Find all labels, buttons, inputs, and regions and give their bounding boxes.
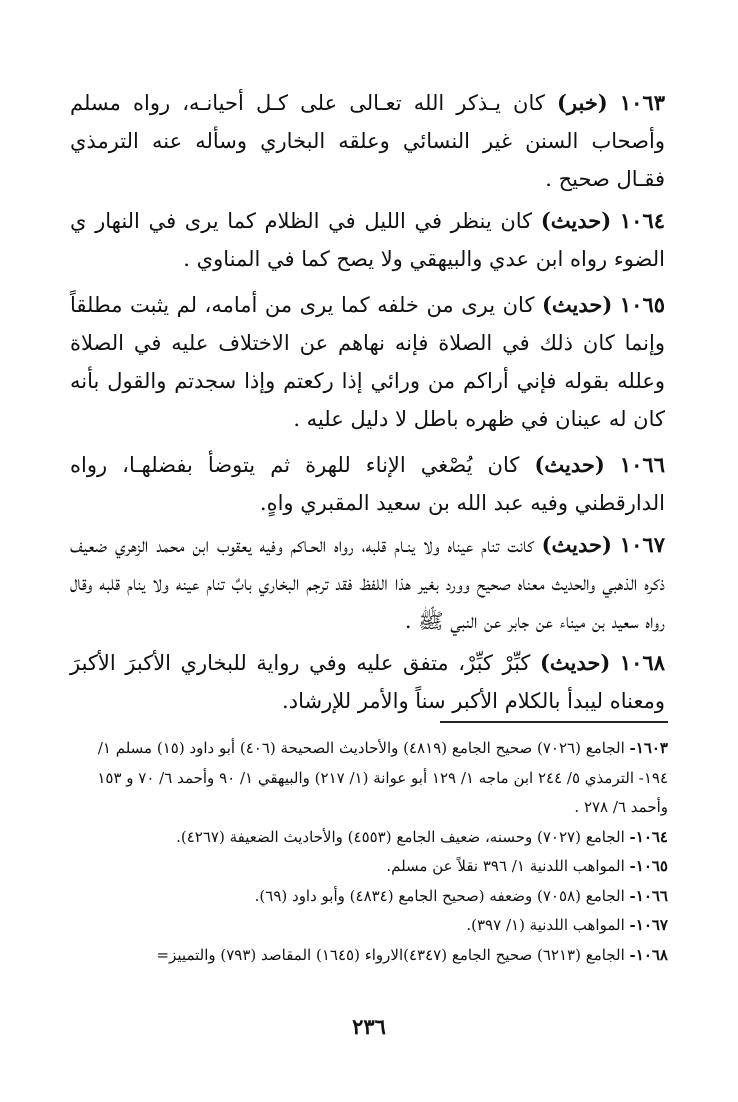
- entry-type: (حديث): [540, 208, 612, 233]
- footnotes: [70, 734, 668, 970]
- entry-number: ١٠٦٣: [619, 90, 665, 115]
- footnote-number: ١٠٦٥-: [629, 857, 668, 875]
- entry-1067: [70, 526, 665, 640]
- footnote-text: المواهب اللدنية (١/ ٣٩٧).: [466, 916, 625, 934]
- entry-1063: [70, 84, 665, 198]
- footnote-divider: [440, 721, 668, 723]
- entry-type: (حديث): [539, 650, 611, 675]
- entry-text: كان يـذكر الله تعـالى على كـل أحيانـه، رواه مسلم وأصحاب السنن غير النسائي وعلقه البخاري وسأله عنه الترمذي فقـال صحيح .: [70, 91, 665, 191]
- page-number: ٢٣٦: [352, 1014, 386, 1039]
- footnote-text: الجامع (٧٠٥٨) وضعفه (صحيح الجامع (٤٨٣٤) وأبو داود (٦٩).: [254, 886, 625, 905]
- entry-type: (حديث): [541, 532, 612, 557]
- entry-text: كبِّرْ كبِّرْ، متفق عليه وفي رواية للبخاري الأكبرَ الأكبرَ ومعناه ليبدأ بالكلام الأكبر سناً والأمر للإرشاد.: [70, 651, 665, 713]
- entry-type: (حديث): [534, 452, 605, 477]
- footnote-text: الجامع (٧٠٢٧) وحسنه، ضعيف الجامع (٤٥٥٣) والأحاديث الضعيفة (٤٢٦٧).: [176, 827, 625, 846]
- entry-1065: [70, 286, 665, 438]
- footnote-number: ١٠٦٤-: [629, 827, 668, 846]
- footnote-number: ١٦٠٣-: [629, 739, 668, 757]
- entry-text: كان ينظر في الليل في الظلام كما يرى في النهار ي الضوء رواه ابن عدي والبيهقي ولا يصح كما في المناوي .: [70, 209, 665, 271]
- main-text: [70, 84, 665, 724]
- footnote-number: ١٠٦٨-: [629, 945, 668, 964]
- entry-number: ١٠٦٥: [619, 292, 666, 317]
- entry-number: ١٠٦٧: [619, 532, 665, 557]
- footnote-1603: [70, 734, 668, 823]
- footnote-1066: [70, 882, 668, 912]
- entry-text: كان يرى من خلفه كما يرى من أمامه، لم يثبت مطلقاً وإنما كان ذلك في الصلاة فإنه نهاهم عن الاختلاف عليه في الصلاة وعلله بقوله فإني أراكم من ورائي إذا ركعتم وإذا سجدتم والقول بأنه كان له عينان في ظهره باطل لا دليل عليه .: [70, 293, 665, 431]
- entry-number: ١٠٦٤: [619, 208, 665, 233]
- entry-type: (حديث): [542, 292, 613, 317]
- footnote-number: ١٠٦٦-: [629, 886, 668, 905]
- entry-1066: [70, 446, 665, 522]
- footnote-text: المواهب اللدنية ١/ ٣٩٦ نقلاً عن مسلم.: [386, 857, 625, 875]
- footnote-1068: [70, 941, 668, 971]
- footnote-text: الجامع (٦٢١٣) صحيح الجامع (٤٣٤٧)الارواء (١٦٤٥) المقاصد (٧٩٣) والتمييز=: [156, 945, 625, 964]
- entry-number: ١٠٦٦: [619, 452, 665, 477]
- entry-1068: [70, 644, 665, 720]
- entry-type: (خبر): [556, 90, 608, 115]
- footnote-1067: [70, 911, 668, 941]
- entry-text: كان يُصْغي الإناء للهرة ثم يتوضأ بفضلهـا، رواه الدارقطني وفيه عبد الله بن سعيد المقبري واهٍ.: [70, 453, 665, 515]
- footnote-1064: [70, 823, 668, 853]
- entry-number: ١٠٦٨: [619, 650, 665, 675]
- entry-1064: [70, 202, 665, 278]
- entry-text: كانت تنام عيناه ولا ينـام قلبه، رواه الحـاكم وفيه يعقوب ابن محمد الزهري ضعيف ذكره الذهبي والحديث معناه صحيح وورد بغير هذا اللفظ فقد ترجم البخاري بابٌ تنام عينه ولا ينام قلبه وقال رواه سعيد بن ميناء عن جابر عن النبي ﷺ .: [70, 533, 665, 633]
- footnote-number: ١٠٦٧-: [629, 916, 668, 934]
- footnote-1065: [70, 852, 668, 882]
- footnote-text: الجامع (٧٠٢٦) صحيح الجامع (٤٨١٩) والأحاديث الصحيحة (٤٠٦) أبو داود (١٥) مسلم ١/ ١٩٤- الترمذي ٥/ ٢٤٤ ابن ماجه ١/ ١٢٩ أبو عوانة (١/ ٢١٧) والبيهقي ١/ ٩٠ وأحمد ٦/ ٧٠ و ١٥٣ وأحمد ٦/ ٢٧٨ .: [97, 739, 668, 816]
